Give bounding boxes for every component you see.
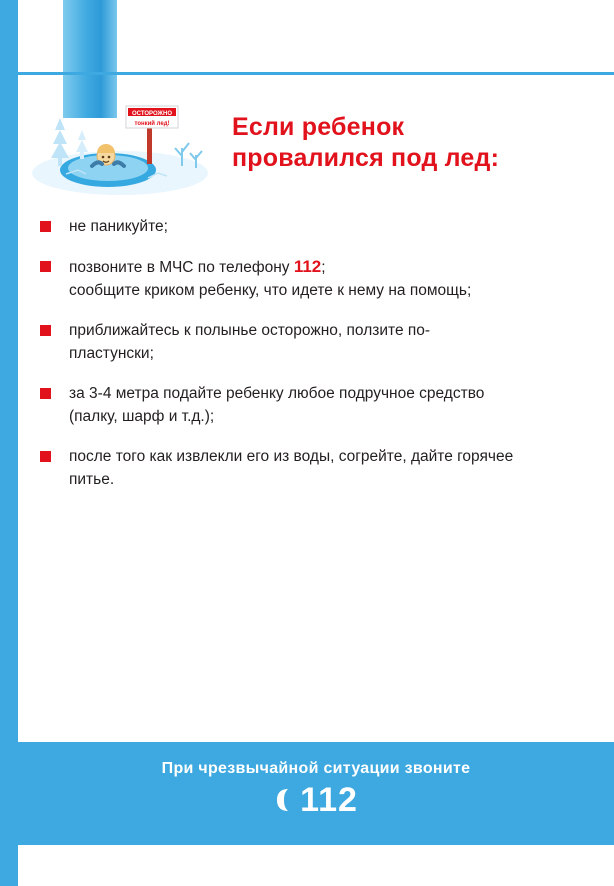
footer-number-row (18, 783, 614, 817)
list-item (40, 319, 560, 365)
list-item-text: после того как извлекли его из воды, согрейте, дайте горячее питье. (69, 448, 514, 488)
list-item-text-second-line: сообщите криком ребенку, что идете к нему на помощь; (69, 282, 472, 299)
bullet-square-icon (40, 221, 51, 232)
emergency-phone-number: 112 (293, 257, 322, 276)
illustration-child-in-ice-hole (30, 78, 210, 198)
svg-text:тонкий лед!: тонкий лед! (134, 121, 170, 127)
list-item-text-prefix: позвоните в МЧС по телефону (69, 259, 294, 276)
left-accent-stripe (0, 0, 18, 886)
bullet-square-icon (40, 388, 51, 399)
bullet-square-icon (40, 325, 51, 336)
list-item (40, 445, 560, 491)
list-item (40, 215, 560, 238)
list-item-text (69, 255, 471, 302)
list-item-text-suffix: ; (321, 259, 326, 276)
page-title (232, 112, 562, 174)
header-divider (0, 72, 614, 75)
list-item-text: за 3-4 метра подайте ребенку любое подручное средство (палку, шарф и т.д.); (69, 385, 485, 425)
bullet-square-icon (40, 261, 51, 272)
list-item-text: приближайтесь к полынье осторожно, ползите по-пластунски; (69, 322, 431, 362)
list-item (40, 382, 560, 428)
instruction-list (40, 215, 560, 508)
list-item-text: не паникуйте; (69, 218, 168, 235)
svg-text:ОСТОРОЖНО: ОСТОРОЖНО (132, 111, 172, 117)
list-item (40, 255, 560, 302)
page-title-line-2: провалился под лед: (232, 144, 500, 172)
footer-banner (18, 742, 614, 845)
page-title-line-1: Если ребенок (232, 113, 405, 141)
footer-title: При чрезвычайной ситуации звоните (161, 760, 471, 777)
footer-emergency-number: 112 (300, 781, 358, 819)
bullet-square-icon (40, 451, 51, 462)
phone-handset-icon (274, 786, 294, 814)
